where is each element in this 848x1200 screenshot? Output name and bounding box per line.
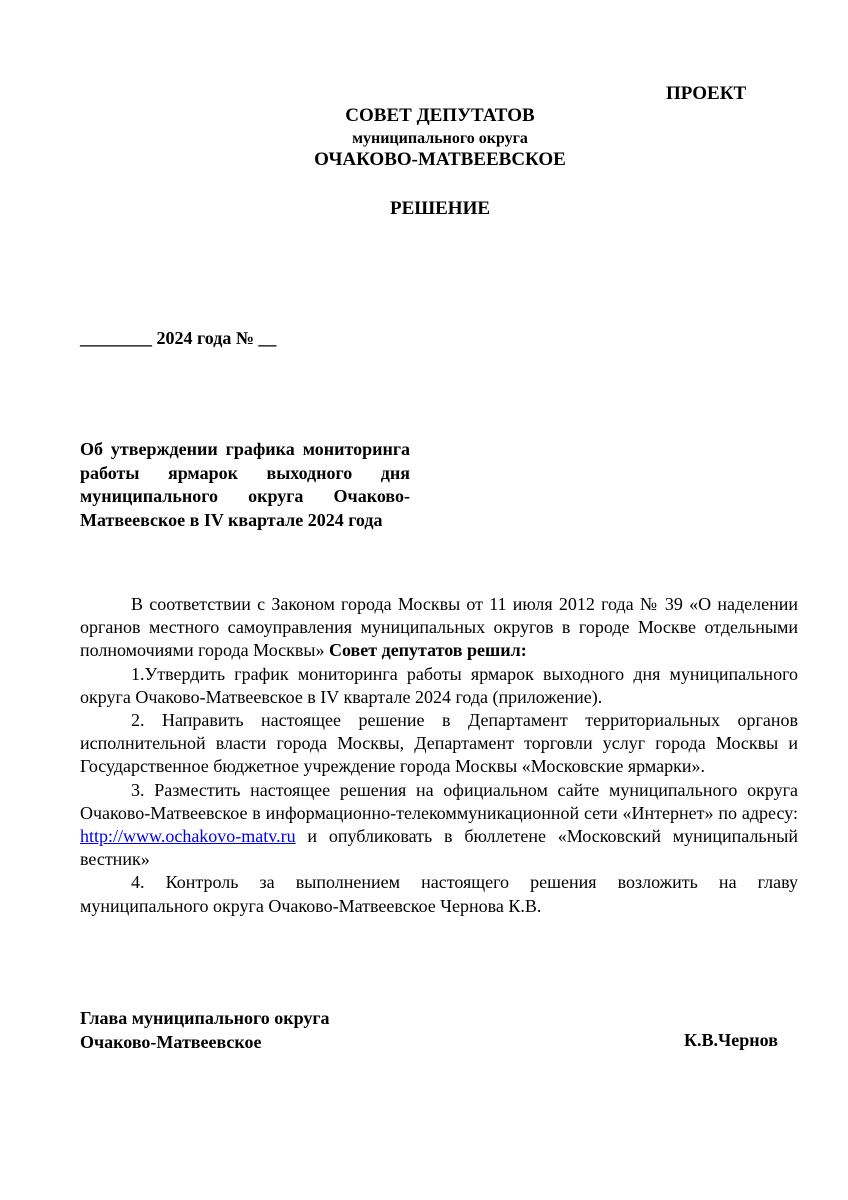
decision-title: РЕШЕНИЕ xyxy=(389,198,491,219)
signatory-name: К.В.Чернов xyxy=(684,1030,778,1050)
item-3 xyxy=(80,779,798,872)
draft-label: ПРОЕКТ xyxy=(666,83,747,104)
signatory-role xyxy=(80,1006,330,1054)
item-3-text: 3. Разместить настоящее решения на официальном сайте муниципального округа Очаково-Матвеевское в информационно-телекоммуникационной сети «Интернет» по адресу: xyxy=(80,779,798,823)
item-4: 4. Контроль за выполнением настоящего решения возложить на главу муниципального округа Очаково-Матвеевское Чернова К.В. xyxy=(80,872,798,916)
item-3-text-end: и опубликовать в бюллетене «Московский муниципальный вестник» xyxy=(80,826,798,870)
item-1: 1.Утвердить график мониторинга работы ярмарок выходного дня муниципального округа Очаково-Матвеевское в IV квартале 2024 года (приложение). xyxy=(80,663,798,707)
okrug-name: ОЧАКОВО-МАТВЕЕВСКОЕ xyxy=(314,149,566,170)
intro-text: В соответствии с Законом города Москвы от 11 июля 2012 года № 39 «О наделении органов местного самоуправления муниципальных округов в городе Москве отдельными полномочиями города Москвы» xyxy=(80,594,798,661)
signatory-role-line1: Глава муниципального округа xyxy=(80,1008,330,1028)
intro-paragraph xyxy=(80,593,798,663)
decision-subject: Об утверждении графика мониторинга работы ярмарок выходного дня муниципального округа Очаково-Матвеевское в IV квартале 2024 года xyxy=(80,439,410,530)
council-title: СОВЕТ ДЕПУТАТОВ xyxy=(345,105,535,126)
signatory-role-line2: Очаково-Матвеевское xyxy=(80,1032,262,1052)
intro-resolved: Совет депутатов решил: xyxy=(328,640,527,661)
item-2: 2. Направить настоящее решение в Департамент территориальных органов исполнительной власти города Москвы, Департамент торговли услуг города Москвы и Государственное бюджетное учреждение города Москвы «Московские ярмарки». xyxy=(80,710,798,777)
district-subtitle: муниципального округа xyxy=(352,130,528,147)
decision-body xyxy=(80,593,798,918)
date-number-line: ________ 2024 года № __ xyxy=(80,328,277,348)
website-link[interactable]: http://www.ochakovo-matv.ru xyxy=(80,826,296,847)
